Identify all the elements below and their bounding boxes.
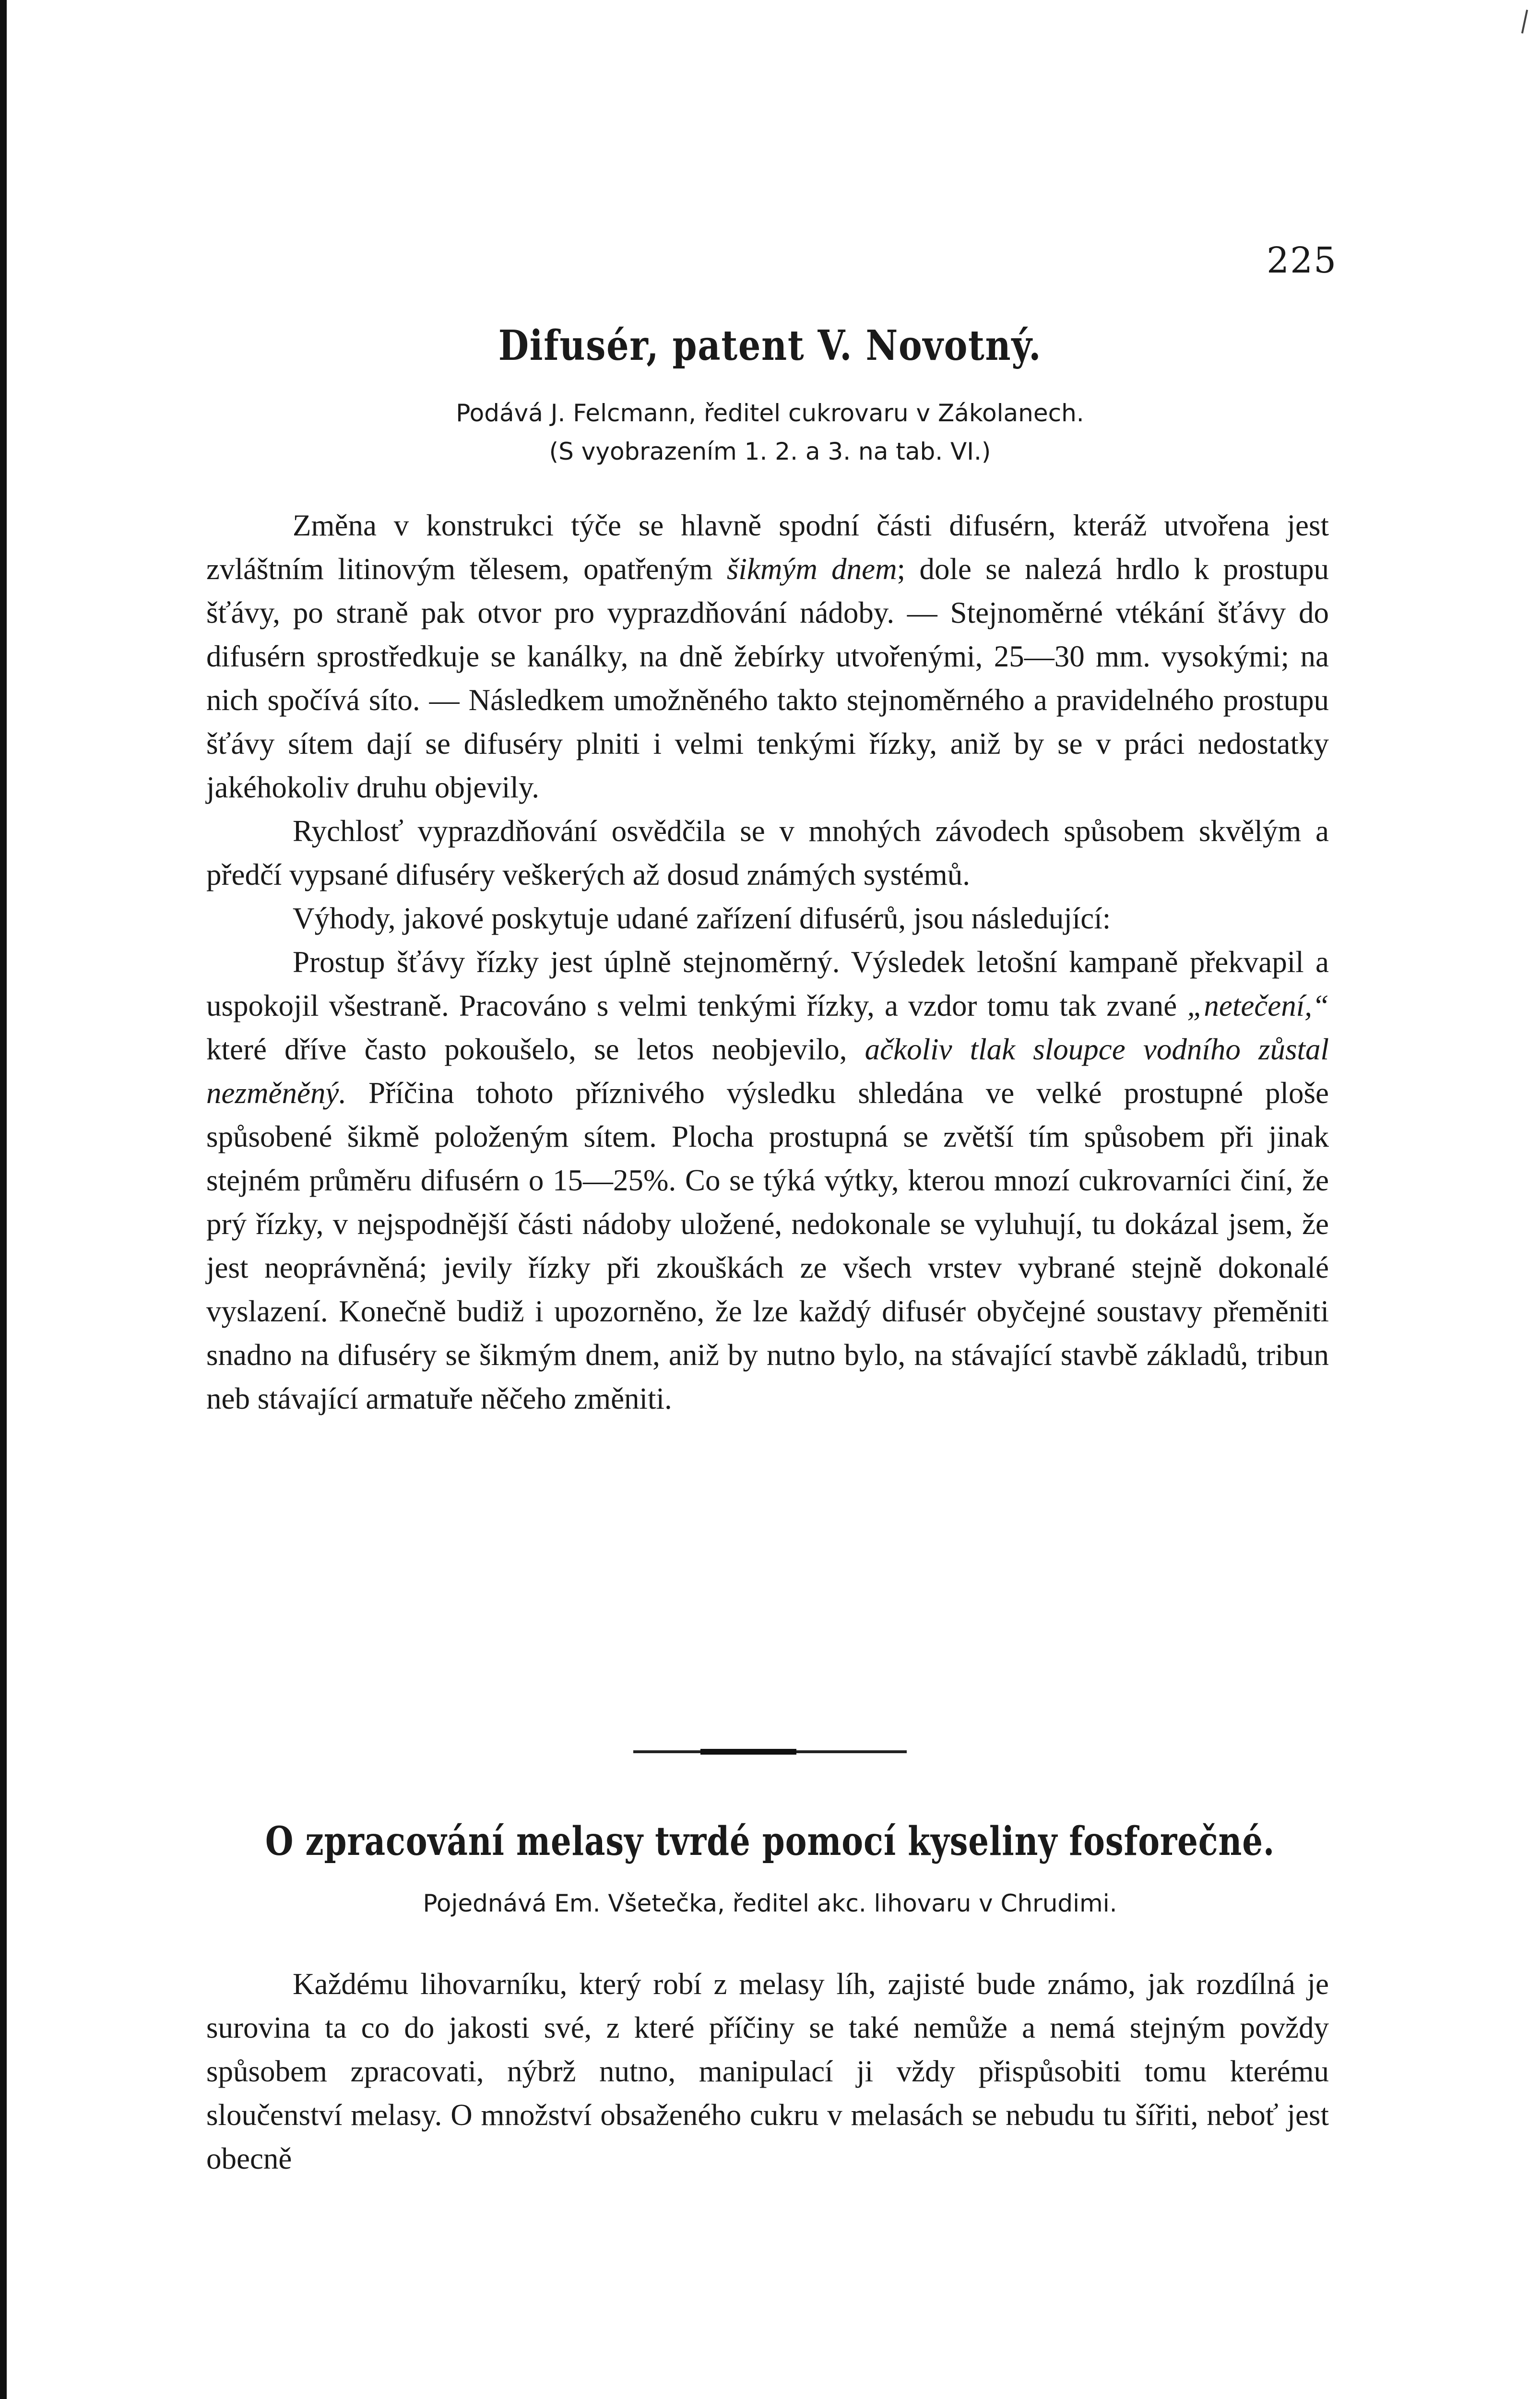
text-run: Změna v konstrukci týče se hlavně spodní části difusérn, kteráž utvořena jest zvláštním litinovým tělesem, opatřeným: [206, 509, 1329, 586]
article-2-title: O zpracování melasy tvrdé pomocí kyseliny fosforečné.: [265, 1818, 1275, 1865]
article-1-paragraph-1: [206, 504, 1329, 809]
article-1-figure-reference: (S vyobrazením 1. 2. a 3. na tab. VI.): [549, 438, 991, 465]
scan-left-edge: [0, 0, 7, 2399]
article-1-title: Difusér, patent V. Novotný.: [498, 321, 1042, 370]
text-run: ; dole se nalezá hrdlo k prostupu šťávy, po straně pak otvor pro vyprazdňování nádoby. — Stejnoměrné vtékání šťávy do difusérn sprostředkuje se kanálky, na dně žebírky utvořenými, 25—30 mm. vysokými; na nich spočívá síto. — Následkem umožněného takto stejnoměrného a pravidelného prostupu šťávy sítem dají se difuséry plniti i velmi tenkými řízky, aniž by se v práci nedostatky jakéhokoliv druhu objevily.: [206, 552, 1329, 804]
article-1-paragraph-2: Rychlosť vyprazdňování osvědčila se v mnohých závodech spůsobem skvělým a předčí vypsané difuséry veškerých až dosud známých systémů.: [206, 814, 1329, 891]
italic-run: ačkoliv tlak sloupce vodního zůstal nezměněný.: [206, 1033, 1329, 1110]
section-divider-center: [700, 1749, 796, 1755]
article-1-body: [206, 504, 1329, 1421]
italic-run: šikmým dnem: [726, 552, 897, 586]
article-1-paragraph-3: Výhody, jakové poskytuje udané zařízení difusérů, jsou následující:: [293, 902, 1111, 935]
article-2-body: [206, 1962, 1329, 2181]
italic-run: „netečení,“: [1187, 989, 1329, 1022]
page-number: 225: [1267, 240, 1338, 281]
scan-mark: [1521, 10, 1528, 34]
text-run: které dříve často pokoušelo, se letos neobjevilo,: [206, 1033, 865, 1066]
article-1-byline: Podává J. Felcmann, ředitel cukrovaru v Zákolanech.: [456, 399, 1084, 427]
article-2-byline: Pojednává Em. Všetečka, ředitel akc. lihovaru v Chrudimi.: [423, 1889, 1117, 1917]
article-2-paragraph-1: Každému lihovarníku, který robí z melasy líh, zajisté bude známo, jak rozdílná je surovina ta co do jakosti své, z které příčiny se také nemůže a nemá stejným povždy spůsobem zpracovati, nýbrž nutno, manipulací ji vždy přispůsobiti tomu kterému sloučenství melasy. O množství obsaženého cukru v melasách se nebudu tu šířiti, neboť jest obecně: [206, 1967, 1329, 2175]
article-1-paragraph-4: [206, 940, 1329, 1421]
text-run: Prostup šťávy řízky jest úplně stejnoměrný. Výsledek letošní kampaně překvapil a uspokojil všestraně. Pracováno s velmi tenkými řízky, a vzdor tomu tak zvané: [206, 945, 1329, 1022]
text-run: Příčina tohoto příznivého výsledku shledána ve velké prostupné ploše spůsobené šikmě položeným sítem. Plocha prostupná se zvětší tím spůsobem při jinak stejném průměru difusérn o 15—25%. Co se týká výtky, kterou mnozí cukrovarníci činí, že prý řízky, v nejspodnější části nádoby uložené, nedokonale se vyluhují, tu dokázal jsem, že jest neoprávněná; jevily řízky při zkouškách ze všech vrstev vybrané stejně dokonalé vyslazení. Konečně budiž i upozorněno, že lze každý difusér obyčejné soustavy přeměniti snadno na difuséry se šikmým dnem, aniž by nutno bylo, na stávající stavbě základů, tribun neb stávající armatuře něčeho změniti.: [206, 1076, 1329, 1415]
